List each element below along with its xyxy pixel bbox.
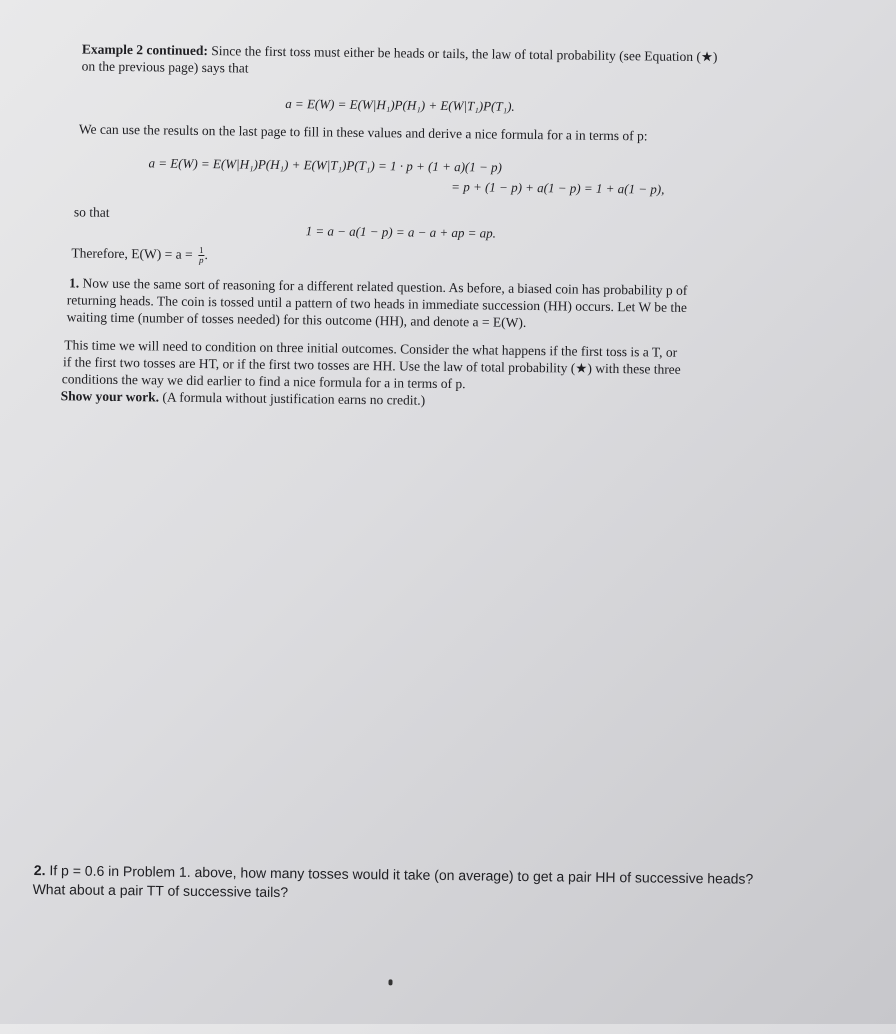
therefore-suffix: .: [204, 247, 209, 263]
therefore-text: Therefore, E(W) = a =: [71, 245, 197, 262]
problem-2-number: 2.: [33, 861, 46, 879]
example-line-3: We can use the results on the last page to fill in these values and derive a nice formula for a in terms of p:: [78, 121, 648, 144]
problem-1-para2-line-2: if the first two tosses are HT, or if the first two tosses are HH. Use the law of total probability (★) with these three: [62, 354, 681, 377]
problem-1-text-1: Now use the same sort of reasoning for a different related question. As before, a biased coin has probability p of: [82, 275, 688, 298]
equation-total-probability: a = E(W) = E(W|H₁)P(H₁) + E(W|T₁)P(T₁).: [285, 96, 515, 114]
show-work-line: [61, 387, 426, 408]
example-intro-line-2: on the previous page) says that: [81, 58, 249, 76]
problem-1-number: 1.: [68, 275, 80, 291]
problem-1-para2-line-3: conditions the way we did earlier to find a nice formula for a in terms of p.: [61, 371, 466, 392]
pen-mark: [388, 979, 392, 985]
fraction-numerator: 1: [199, 245, 204, 256]
fraction-denominator: p: [198, 255, 204, 266]
problem-2-line-2: What about a pair TT of successive tails?: [32, 880, 289, 901]
problem-1-line-3: waiting time (number of tosses needed) for this outcome (HH), and denote a = E(W).: [66, 309, 527, 330]
problem-1-para2-line-1: This time we will need to condition on three initial outcomes. Consider the what happens if the first toss is a T, or: [64, 337, 678, 360]
therefore-line: [71, 244, 208, 265]
equation-derivation-2: = p + (1 − p) + a(1 − p) = 1 + a(1 − p),: [451, 179, 665, 197]
show-work-rest: (A formula without justification earns no credit.): [158, 389, 426, 408]
so-that-label: so that: [73, 204, 110, 220]
example-intro-text: Since the first toss must either be heads or tails, the law of total probability (see Equation (★): [211, 43, 718, 65]
problem-1-line-2: returning heads. The coin is tossed until a pattern of two heads in immediate succession (HH) occurs. Let W be the: [66, 292, 687, 315]
example-heading: Example 2 continued:: [81, 41, 208, 59]
equation-result: 1 = a − a(1 − p) = a − a + ap = ap.: [305, 223, 497, 241]
show-work-bold: Show your work.: [60, 388, 160, 405]
equation-derivation-1: a = E(W) = E(W|H₁)P(H₁) + E(W|T₁)P(T₁) = 1 · p + (1 + a)(1 − p): [148, 155, 502, 175]
problem-2-text-1: If p = 0.6 in Problem 1. above, how many tosses would it take (on average) to get a pair HH of successive heads?: [49, 862, 754, 887]
